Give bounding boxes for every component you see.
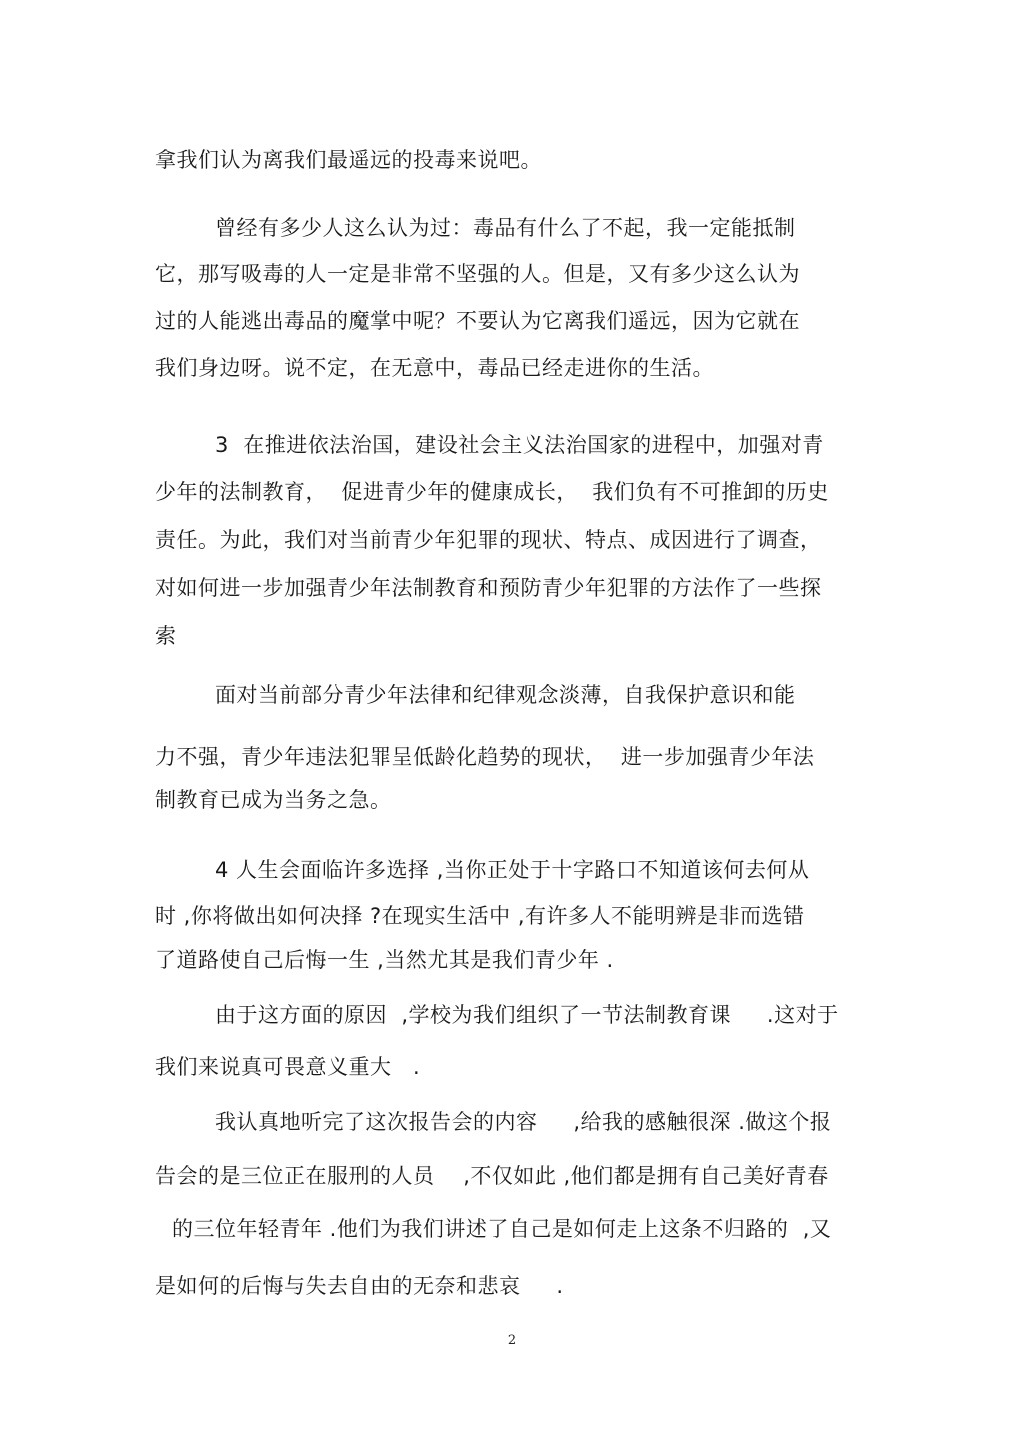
text-line: 时 ,你将做出如何决择 ?在现实生活中 ,有许多人不能明辨是非而选错 — [155, 904, 805, 928]
text-line: 告会的是三位正在服刑的人员 ,不仅如此 ,他们都是拥有自己美好青春 — [155, 1164, 829, 1188]
text-line: 它，那写吸毒的人一定是非常不坚强的人。但是，又有多少这么认为 — [155, 262, 800, 286]
text-line: 责任。为此，我们对当前青少年犯罪的现状、特点、成因进行了调查， — [155, 528, 822, 552]
text-line: 面对当前部分青少年法律和纪律观念淡薄，自我保护意识和能 — [215, 683, 796, 707]
text-line: 索 — [155, 624, 177, 648]
text-line: 对如何进一步加强青少年法制教育和预防青少年犯罪的方法作了一些探 — [155, 576, 822, 600]
text-line: 我们来说真可畏意义重大 . — [155, 1055, 421, 1079]
text-line: 由于这方面的原因 ,学校为我们组织了一节法制教育课 .这对于 — [215, 1003, 839, 1027]
text-line: 制教育已成为当务之急。 — [155, 788, 392, 812]
text-line: 了道路使自己后悔一生 ,当然尤其是我们青少年 . — [155, 948, 614, 972]
text-line: 少年的法制教育， 促进青少年的健康成长， 我们负有不可推卸的历史 — [155, 480, 829, 504]
page-number: 2 — [507, 1333, 517, 1348]
text-line: 我们身边呀。说不定，在无意中，毒品已经走进你的生活。 — [155, 356, 714, 380]
text-line: 3 在推进依法治国，建设社会主义法治国家的进程中，加强对青 — [215, 433, 824, 457]
text-line: 是如何的后悔与失去自由的无奈和悲哀 . — [155, 1274, 564, 1298]
text-line: 我认真地听完了这次报告会的内容 ,给我的感触很深 .做这个报 — [215, 1110, 832, 1134]
text-line: 力不强，青少年违法犯罪呈低龄化趋势的现状， 进一步加强青少年法 — [155, 745, 815, 769]
text-line: 过的人能逃出毒品的魔掌中呢？不要认为它离我们遥远，因为它就在 — [155, 309, 800, 333]
text-line: 4 人生会面临许多选择 ,当你正处于十字路口不知道该何去何从 — [215, 858, 810, 882]
text-line: 拿我们认为离我们最遥远的投毒来说吧。 — [155, 148, 542, 172]
text-line: 曾经有多少人这么认为过：毒品有什么了不起，我一定能抵制 — [215, 216, 796, 240]
text-line: 的三位年轻青年 .他们为我们讲述了自己是如何走上这条不归路的 ,又 — [172, 1217, 832, 1241]
